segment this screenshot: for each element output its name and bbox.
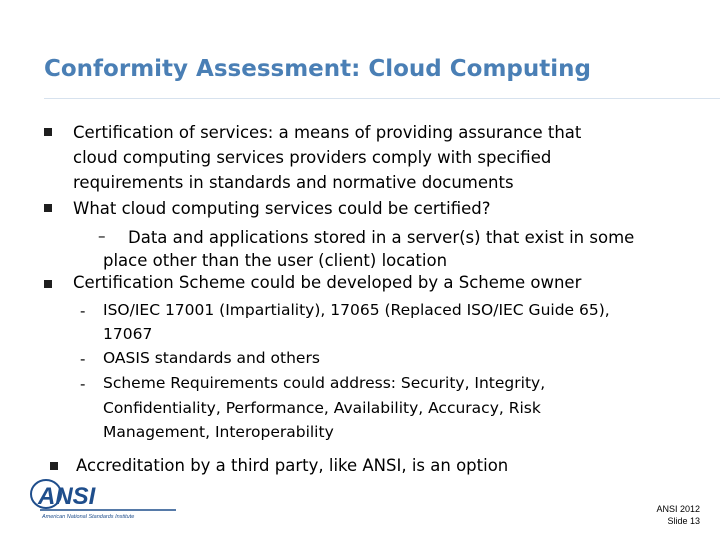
bullet-marker xyxy=(44,204,52,212)
sub-item-1-line-1: ISO/IEC 17001 (Impartiality), 17065 (Replaced ISO/IEC Guide 65), xyxy=(103,301,610,319)
sub-bullet-dash: - xyxy=(80,302,86,320)
sub-bullet-line-2: place other than the user (client) location xyxy=(103,251,448,270)
sub-bullet-line-1: Data and applications stored in a server(s) that exist in some xyxy=(128,228,635,247)
sub-item-1-line-2: 17067 xyxy=(103,325,153,343)
slide-footer xyxy=(656,503,700,527)
footer-org-year: ANSI 2012 xyxy=(656,504,700,514)
bullet-marker xyxy=(50,462,58,470)
sub-item-2-line-1: OASIS standards and others xyxy=(103,349,320,367)
title-divider xyxy=(44,98,720,99)
ansi-logo xyxy=(28,476,178,524)
sub-item-3-line-1: Scheme Requirements could address: Security, Integrity, xyxy=(103,374,546,392)
sub-bullet-dash: - xyxy=(80,375,86,393)
bullet-1-line-3: requirements in standards and normative documents xyxy=(73,173,514,192)
logo-tagline: American National Standards Institute xyxy=(42,514,135,520)
bullet-3-line-1: Certification Scheme could be developed by a Scheme owner xyxy=(73,273,582,292)
bullet-1-line-1: Certification of services: a means of providing assurance that xyxy=(73,123,582,142)
slide-title: Conformity Assessment: Cloud Computing xyxy=(44,56,591,82)
sub-bullet-dash: - xyxy=(80,350,86,368)
bullet-1-line-2: cloud computing services providers comply with specified xyxy=(73,148,552,167)
sub-item-3-line-3: Management, Interoperability xyxy=(103,423,334,441)
bullet-2-line-1: What cloud computing services could be certified? xyxy=(73,199,491,218)
bullet-4-line-1: Accreditation by a third party, like ANSI, is an option xyxy=(76,456,509,475)
sub-bullet-dash: – xyxy=(98,227,106,245)
bullet-marker xyxy=(44,128,52,136)
sub-item-3-line-2: Confidentiality, Performance, Availability, Accuracy, Risk xyxy=(103,399,541,417)
slide-number: Slide 13 xyxy=(667,516,700,526)
logo-wordmark: ANSI xyxy=(38,483,96,510)
bullet-marker xyxy=(44,280,52,288)
